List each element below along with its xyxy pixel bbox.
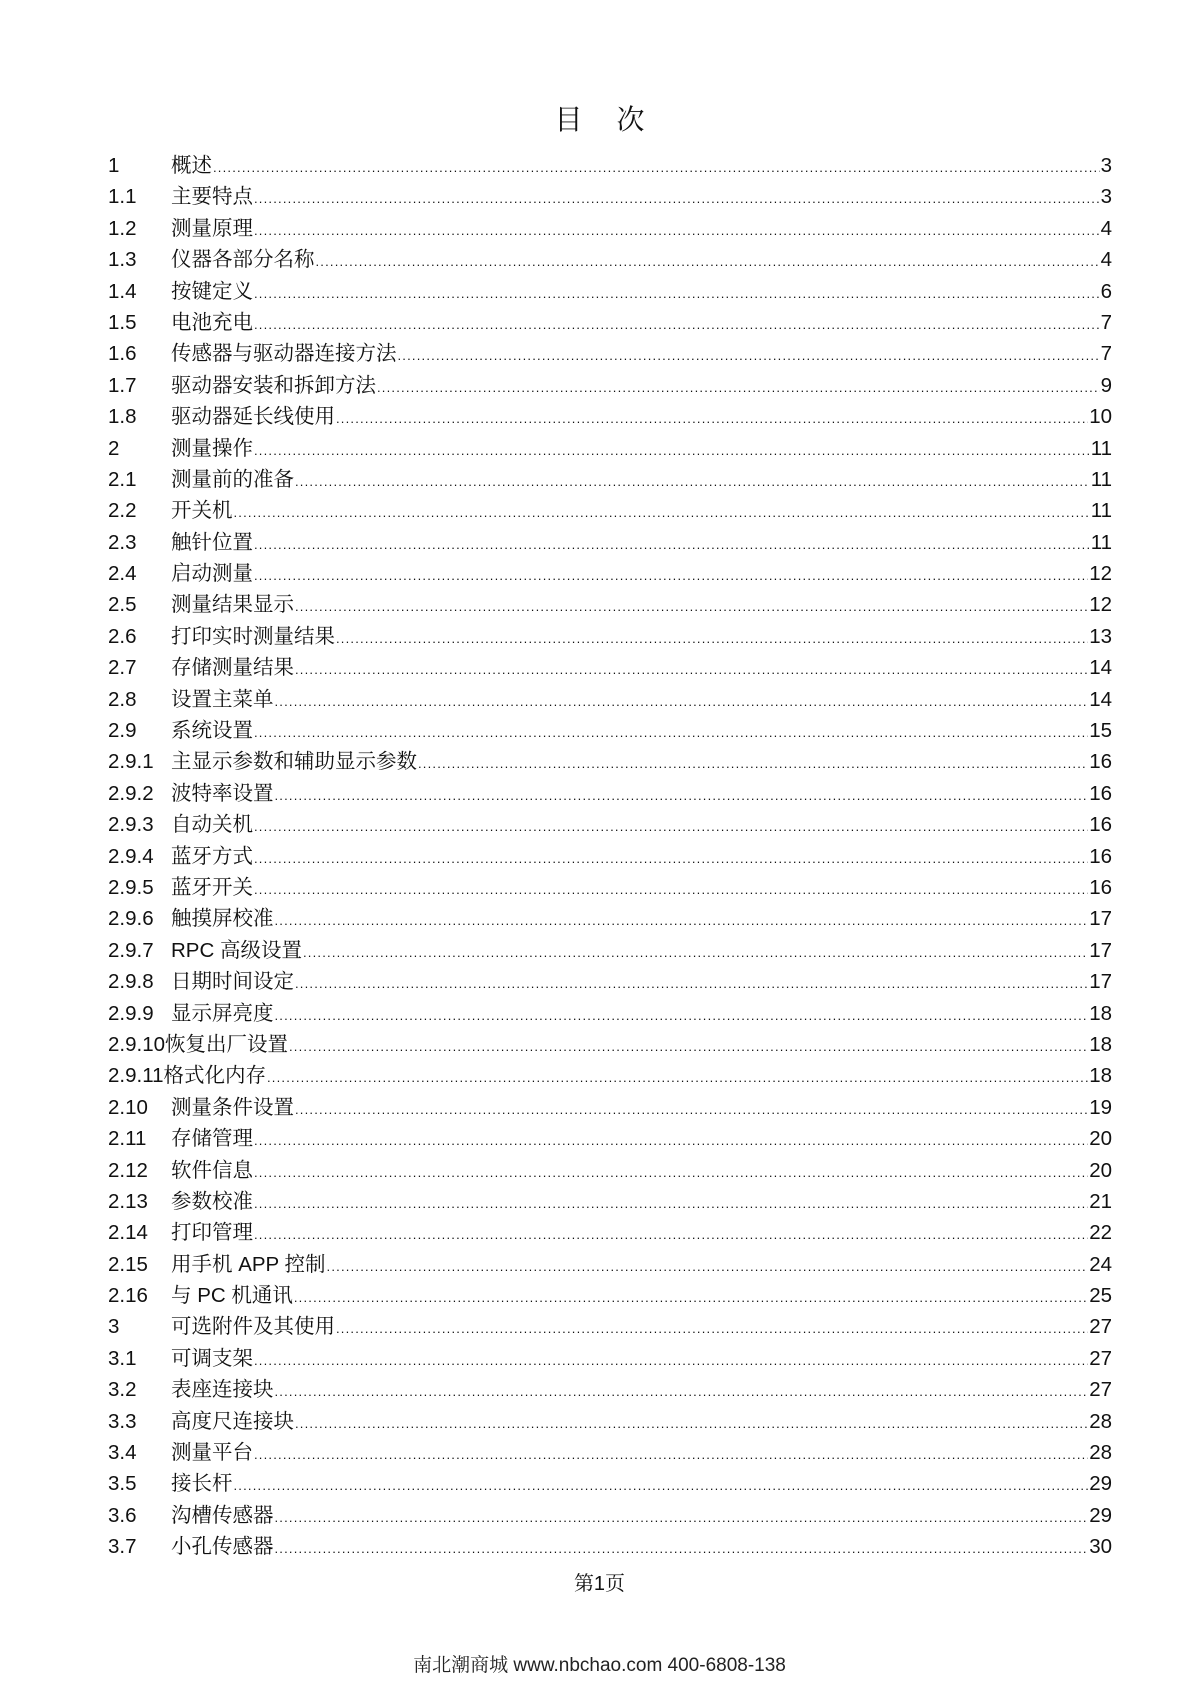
toc-entry[interactable] (108, 1060, 1112, 1091)
toc-page: 10 (1089, 405, 1112, 429)
toc-entry[interactable] (108, 1343, 1112, 1374)
toc-label: 与 PC 机通讯 (171, 1284, 293, 1308)
dot-leader (254, 278, 1100, 309)
toc-entry[interactable] (108, 809, 1112, 840)
toc-number: 3.4 (108, 1441, 137, 1465)
toc-number: 2.9.11 (108, 1064, 164, 1088)
toc-entry[interactable] (108, 464, 1112, 495)
toc-entry[interactable] (108, 1249, 1112, 1280)
dot-leader (275, 1000, 1089, 1031)
toc-label: 蓝牙开关 (171, 875, 253, 899)
toc-label: 触针位置 (171, 530, 253, 554)
toc-number: 2.12 (108, 1158, 148, 1182)
dot-leader (254, 717, 1088, 748)
dot-leader (254, 1188, 1088, 1219)
toc-number: 2.9.9 (108, 1001, 154, 1025)
dot-leader (267, 1062, 1088, 1093)
dot-leader (275, 905, 1089, 936)
dot-leader (254, 215, 1100, 246)
toc-entry[interactable] (108, 181, 1112, 212)
toc-entry[interactable] (108, 621, 1112, 652)
toc-number: 2.2 (108, 499, 137, 523)
dot-leader (295, 968, 1088, 999)
toc-page: 17 (1089, 938, 1112, 962)
toc-entry[interactable] (108, 1406, 1112, 1437)
dot-leader (275, 1502, 1089, 1533)
toc-entry[interactable] (108, 1500, 1112, 1531)
toc-number: 1.4 (108, 279, 137, 303)
toc-number: 2.3 (108, 530, 137, 554)
toc-label: 日期时间设定 (171, 970, 294, 994)
toc-number: 2.9.2 (108, 781, 154, 805)
toc-entry[interactable] (108, 527, 1112, 558)
toc-entry[interactable] (108, 150, 1112, 181)
toc-label: 存储管理 (171, 1127, 253, 1151)
toc-entry[interactable] (108, 746, 1112, 777)
toc-entry[interactable] (108, 1531, 1112, 1562)
toc-page: 6 (1100, 279, 1112, 303)
toc-number: 2.16 (108, 1284, 148, 1308)
toc-number: 2.13 (108, 1189, 148, 1213)
toc-page: 18 (1089, 1032, 1112, 1056)
toc-page: 7 (1100, 342, 1112, 366)
toc-number: 1.2 (108, 216, 137, 240)
toc-entry[interactable] (108, 1468, 1112, 1499)
toc-label: 软件信息 (171, 1158, 253, 1182)
toc-number: 1.7 (108, 373, 137, 397)
toc-entry[interactable] (108, 433, 1112, 464)
dot-leader (418, 748, 1088, 779)
toc-page: 9 (1100, 373, 1112, 397)
toc-entry[interactable] (108, 841, 1112, 872)
toc-number: 1.6 (108, 342, 137, 366)
toc-label: 电池充电 (171, 310, 253, 334)
toc-entry[interactable] (108, 935, 1112, 966)
dot-leader (254, 874, 1088, 905)
toc-number: 2.9.1 (108, 750, 154, 774)
toc-page: 12 (1089, 593, 1112, 617)
toc-page: 21 (1089, 1189, 1112, 1213)
toc-label: 可选附件及其使用 (171, 1315, 335, 1339)
toc-entry[interactable] (108, 1374, 1112, 1405)
toc-number: 3.6 (108, 1503, 137, 1527)
toc-number: 1.3 (108, 248, 137, 272)
toc-label: 测量前的准备 (171, 467, 294, 491)
toc-page: 29 (1089, 1503, 1112, 1527)
toc-label: 参数校准 (171, 1189, 253, 1213)
toc-label: 设置主菜单 (171, 687, 274, 711)
dot-leader (254, 1125, 1088, 1156)
toc-label: 驱动器延长线使用 (171, 405, 335, 429)
toc-page: 30 (1089, 1535, 1112, 1559)
toc-entry[interactable] (108, 495, 1112, 526)
toc-entry[interactable] (108, 1155, 1112, 1186)
toc-number: 2.9.5 (108, 875, 154, 899)
site-footer: 南北潮商城 www.nbchao.com 400-6808-138 (413, 1655, 786, 1676)
toc-label: 蓝牙方式 (171, 844, 253, 868)
toc-entry[interactable] (108, 589, 1112, 620)
toc-page: 22 (1089, 1221, 1112, 1245)
toc-number: 2.1 (108, 467, 137, 491)
toc-label: RPC 高级设置 (171, 938, 302, 962)
dot-leader (295, 591, 1088, 622)
toc-label: 传感器与驱动器连接方法 (171, 342, 397, 366)
toc-entry[interactable] (108, 778, 1112, 809)
dot-leader (254, 1219, 1088, 1250)
toc-number: 3 (108, 1315, 120, 1339)
toc-number: 2.11 (108, 1127, 147, 1151)
dot-leader (254, 811, 1088, 842)
toc-page: 4 (1100, 248, 1112, 272)
toc-page: 13 (1089, 624, 1112, 648)
toc-number: 1.8 (108, 405, 137, 429)
dot-leader (303, 937, 1088, 968)
toc-label: 显示屏亮度 (171, 1001, 274, 1025)
dot-leader (254, 1157, 1088, 1188)
toc-number: 1.5 (108, 310, 137, 334)
toc-page: 18 (1089, 1064, 1112, 1088)
dot-leader (289, 1031, 1088, 1062)
dot-leader (254, 560, 1088, 591)
toc-page: 20 (1089, 1158, 1112, 1182)
page-title: 目次 (554, 103, 679, 136)
dot-leader (295, 654, 1088, 685)
toc-label: 测量结果显示 (171, 593, 294, 617)
toc-entry[interactable] (108, 966, 1112, 997)
toc-page: 16 (1089, 813, 1112, 837)
toc-label: 恢复出厂设置 (165, 1032, 288, 1056)
page-number: 第1页 (573, 1573, 626, 1595)
toc-number: 2.10 (108, 1095, 148, 1119)
toc-page: 19 (1089, 1095, 1112, 1119)
toc-page: 24 (1089, 1252, 1112, 1276)
dot-leader (254, 435, 1090, 466)
toc-label: 接长杆 (171, 1472, 233, 1496)
toc-number: 2.9.6 (108, 907, 154, 931)
toc-label: 驱动器安装和拆卸方法 (171, 373, 376, 397)
toc-number: 2 (108, 436, 120, 460)
toc-page: 16 (1089, 844, 1112, 868)
toc-number: 3.2 (108, 1378, 137, 1402)
toc-page: 11 (1090, 499, 1112, 523)
dot-leader (275, 686, 1089, 717)
toc-entry[interactable] (108, 307, 1112, 338)
toc-number: 2.8 (108, 687, 137, 711)
toc-entry[interactable] (108, 1311, 1112, 1342)
toc-page: 14 (1089, 687, 1112, 711)
toc-entry[interactable] (108, 1280, 1112, 1311)
dot-leader (254, 1439, 1088, 1470)
dot-leader (213, 152, 1100, 183)
toc-page: 3 (1100, 185, 1112, 209)
toc-label: 概述 (171, 154, 212, 177)
toc-entry[interactable] (108, 903, 1112, 934)
toc-page: 28 (1089, 1409, 1112, 1433)
toc-page: 28 (1089, 1441, 1112, 1465)
toc-label: 测量条件设置 (171, 1095, 294, 1119)
toc-entry[interactable] (108, 715, 1112, 746)
toc-label: 系统设置 (171, 719, 253, 743)
toc-page: 27 (1089, 1315, 1112, 1339)
toc-entry[interactable] (108, 1092, 1112, 1123)
dot-leader (275, 1376, 1089, 1407)
toc-entry[interactable] (108, 276, 1112, 307)
toc-number: 2.15 (108, 1252, 148, 1276)
toc-label: 测量原理 (171, 216, 253, 240)
toc-label: 可调支架 (171, 1346, 253, 1370)
toc-number: 2.7 (108, 656, 137, 680)
toc-page: 25 (1089, 1284, 1112, 1308)
toc-label: 仪器各部分名称 (171, 248, 315, 272)
dot-leader (254, 1345, 1088, 1376)
toc-entry[interactable] (108, 684, 1112, 715)
toc-label: 测量操作 (171, 436, 253, 460)
toc-number: 2.9.3 (108, 813, 154, 837)
toc-page: 4 (1100, 216, 1112, 240)
toc-number: 2.14 (108, 1221, 148, 1245)
toc-number: 3.1 (108, 1346, 137, 1370)
toc-page: 16 (1089, 875, 1112, 899)
toc-number: 2.9.4 (108, 844, 154, 868)
toc-number: 2.6 (108, 624, 137, 648)
toc-page: 17 (1089, 970, 1112, 994)
toc-number: 1.1 (108, 185, 137, 209)
toc-entry[interactable] (108, 1437, 1112, 1468)
dot-leader (234, 1470, 1089, 1501)
toc-label: 高度尺连接块 (171, 1409, 294, 1433)
dot-leader (336, 1313, 1088, 1344)
toc-number: 2.5 (108, 593, 137, 617)
dot-leader (254, 183, 1100, 214)
dot-leader (377, 372, 1100, 403)
dot-leader (327, 1251, 1089, 1282)
toc-number: 3.3 (108, 1409, 137, 1433)
dot-leader (316, 246, 1100, 277)
toc-page: 16 (1089, 750, 1112, 774)
toc-label: 小孔传感器 (171, 1535, 274, 1559)
toc-page: 18 (1089, 1001, 1112, 1025)
toc-label: 格式化内存 (163, 1064, 266, 1088)
toc-number: 3.5 (108, 1472, 137, 1496)
toc-number: 2.9.10 (108, 1032, 165, 1056)
toc-page: 27 (1089, 1378, 1112, 1402)
toc-label: 开关机 (171, 499, 233, 523)
toc-page: 7 (1100, 310, 1112, 334)
dot-leader (294, 1282, 1088, 1313)
toc-entry[interactable] (108, 558, 1112, 589)
toc-page: 3 (1100, 154, 1112, 177)
dot-leader (295, 1094, 1088, 1125)
toc-page: 27 (1089, 1346, 1112, 1370)
toc-page: 14 (1089, 656, 1112, 680)
dot-leader (336, 403, 1088, 434)
dot-leader (254, 843, 1088, 874)
toc-page: 12 (1089, 562, 1112, 586)
dot-leader (336, 623, 1088, 654)
dot-leader (234, 497, 1090, 528)
toc-entry[interactable] (108, 213, 1112, 244)
toc-label: 主显示参数和辅助显示参数 (171, 750, 417, 774)
dot-leader (295, 466, 1090, 497)
toc-label: 表座连接块 (171, 1378, 274, 1402)
table-of-contents (108, 150, 1112, 1563)
toc-page: 11 (1090, 467, 1112, 491)
toc-label: 打印管理 (171, 1221, 253, 1245)
toc-entry[interactable] (108, 338, 1112, 369)
dot-leader (398, 340, 1100, 371)
toc-entry[interactable] (108, 244, 1112, 275)
dot-leader (254, 529, 1090, 560)
toc-label: 测量平台 (171, 1441, 253, 1465)
toc-entry[interactable] (108, 1217, 1112, 1248)
dot-leader (254, 309, 1100, 340)
toc-page: 29 (1089, 1472, 1112, 1496)
toc-page: 16 (1089, 781, 1112, 805)
toc-page: 15 (1089, 719, 1112, 743)
toc-label: 启动测量 (171, 562, 253, 586)
dot-leader (275, 1533, 1089, 1564)
toc-label: 用手机 APP 控制 (171, 1252, 326, 1276)
toc-entry[interactable] (108, 1186, 1112, 1217)
toc-number: 2.9 (108, 719, 137, 743)
toc-page: 11 (1090, 530, 1112, 554)
dot-leader (275, 780, 1089, 811)
dot-leader (295, 1408, 1088, 1439)
toc-entry[interactable] (108, 401, 1112, 432)
toc-label: 触摸屏校准 (171, 907, 274, 931)
toc-number: 2.9.8 (108, 970, 154, 994)
toc-label: 自动关机 (171, 813, 253, 837)
toc-label: 波特率设置 (171, 781, 274, 805)
toc-label: 主要特点 (171, 185, 253, 209)
toc-page: 11 (1090, 436, 1112, 460)
toc-number: 2.4 (108, 562, 137, 586)
toc-entry[interactable] (108, 1029, 1112, 1060)
toc-label: 存储测量结果 (171, 656, 294, 680)
toc-number: 3.7 (108, 1535, 137, 1559)
toc-entry[interactable] (108, 1123, 1112, 1154)
toc-entry[interactable] (108, 652, 1112, 683)
toc-page: 20 (1089, 1127, 1112, 1151)
toc-entry[interactable] (108, 370, 1112, 401)
toc-label: 按键定义 (171, 279, 253, 303)
toc-entry[interactable] (108, 998, 1112, 1029)
toc-label: 沟槽传感器 (171, 1503, 274, 1527)
toc-entry[interactable] (108, 872, 1112, 903)
toc-number: 1 (108, 154, 120, 177)
toc-number: 2.9.7 (108, 938, 154, 962)
toc-label: 打印实时测量结果 (171, 624, 335, 648)
toc-page: 17 (1089, 907, 1112, 931)
